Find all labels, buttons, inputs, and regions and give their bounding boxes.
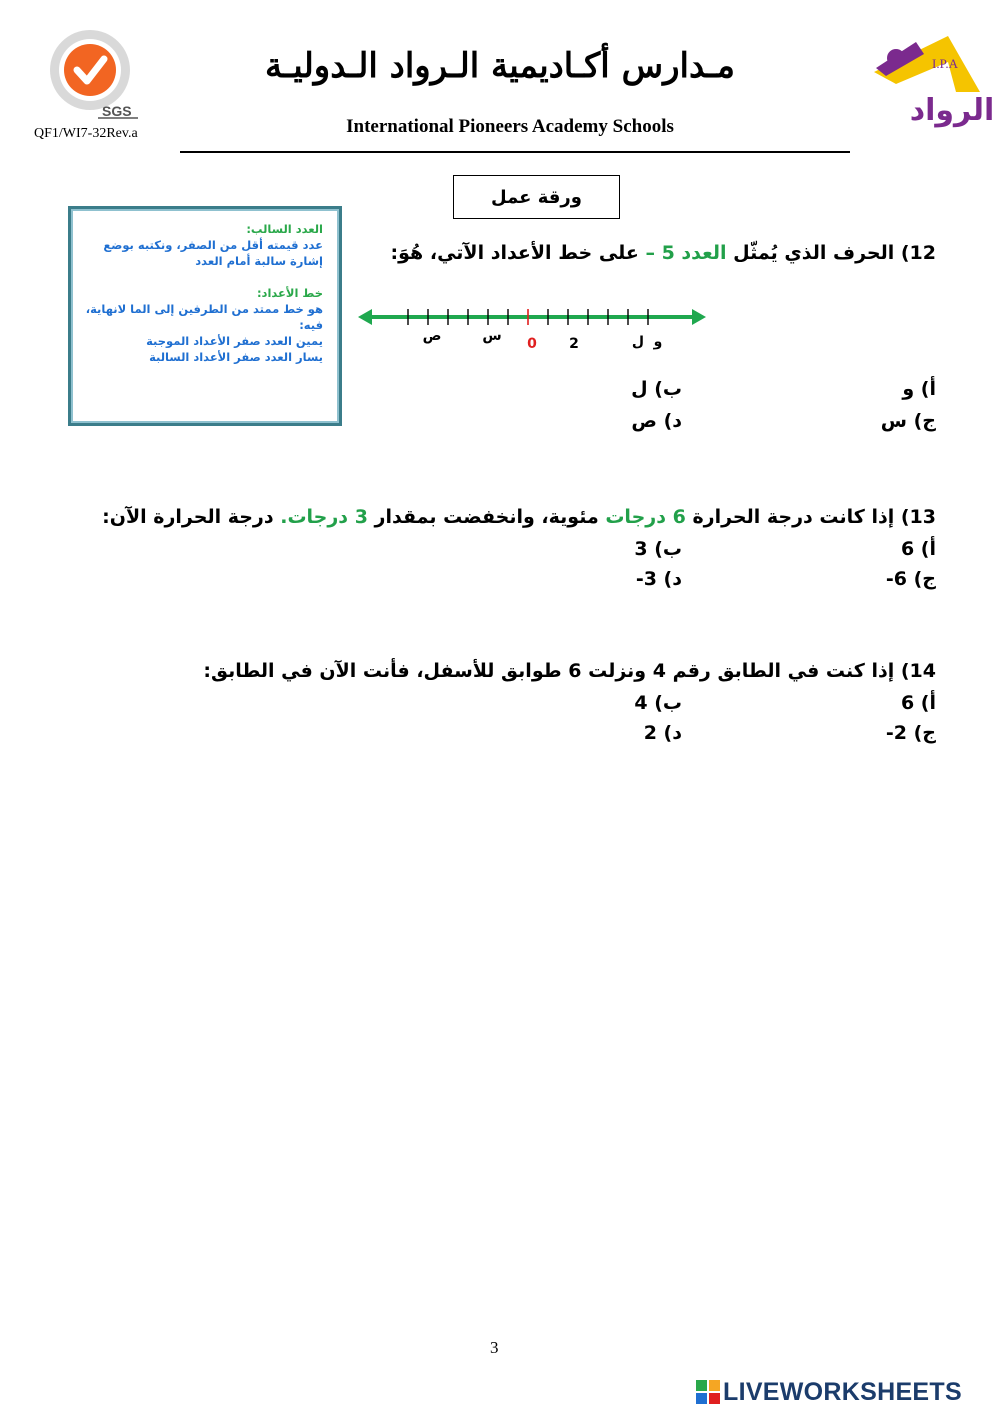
negative-number-title: العدد السالب: xyxy=(246,222,323,236)
worksheet-title: ورقة عمل xyxy=(491,186,582,208)
sgs-certification-logo xyxy=(40,28,140,120)
number-line-text-3: يمين العدد صفر الأعداد الموجبة xyxy=(146,334,323,348)
q12-option-a[interactable]: أ) و xyxy=(902,378,936,400)
number-line-text-1: هو خط ممتد من الطرفين إلى الما لانهاية، xyxy=(85,302,323,316)
question-12 xyxy=(391,242,936,264)
label-sad: ص xyxy=(422,328,442,344)
question-13-text-c: درجة الحرارة الآن: xyxy=(102,506,274,528)
label-waw: و xyxy=(653,334,663,350)
ipa-arabic-text: الرواد xyxy=(909,93,995,128)
question-13-text-a: إذا كانت درجة الحرارة xyxy=(692,506,895,528)
q12-option-b[interactable]: ب) ل xyxy=(631,378,682,400)
number-line-text-2: فيه: xyxy=(299,318,323,332)
label-seen: س xyxy=(482,328,502,344)
q13-option-b[interactable]: ب) 3 xyxy=(634,538,682,560)
q14-option-d[interactable]: د) 2 xyxy=(643,722,682,744)
question-12-text-a: الحرف الذي يُمثّل xyxy=(733,242,895,264)
ipa-school-logo xyxy=(856,32,995,140)
question-14 xyxy=(203,660,936,682)
q14-option-b[interactable]: ب) 4 xyxy=(634,692,682,714)
negative-number-text-2: إشارة سالبة أمام العدد xyxy=(195,254,323,268)
question-13-number: 13) xyxy=(900,506,936,528)
ipa-text: I.P.A xyxy=(932,56,959,71)
question-12-highlight: العدد 5 – xyxy=(645,242,727,264)
q13-option-a[interactable]: أ) 6 xyxy=(900,538,936,560)
label-two: 2 xyxy=(569,336,579,352)
header-divider xyxy=(180,151,850,153)
sgs-text: SGS xyxy=(102,103,132,119)
q12-option-d[interactable]: د) ص xyxy=(631,410,682,432)
question-13 xyxy=(102,506,936,528)
q13-option-c[interactable]: ج) 6- xyxy=(885,568,936,590)
question-13-highlight-1: 6 درجات xyxy=(605,506,686,528)
liveworksheets-brand[interactable] xyxy=(696,1378,992,1406)
question-13-text-b: مئوية، وانخفضت بمقدار xyxy=(374,506,599,528)
number-line-text-4: يسار العدد صفر الأعداد السالبة xyxy=(149,350,323,364)
q14-option-c[interactable]: ج) 2- xyxy=(885,722,936,744)
q14-option-a[interactable]: أ) 6 xyxy=(900,692,936,714)
definition-box xyxy=(68,206,342,426)
liveworksheets-icon xyxy=(696,1380,720,1404)
question-12-number: 12) xyxy=(900,242,936,264)
school-title-arabic: مـدارس أكـاديمية الـرواد الـدوليـة xyxy=(265,46,735,86)
number-line xyxy=(356,300,708,360)
worksheet-title-box xyxy=(453,175,620,219)
question-14-text: إذا كنت في الطابق رقم 4 ونزلت 6 طوابق للأسفل، فأنت الآن في الطابق: xyxy=(203,660,895,682)
question-13-highlight-2: 3 درجات. xyxy=(280,506,368,528)
liveworksheets-text: LIVEWORKSHEETS xyxy=(723,1377,962,1406)
school-title-english: International Pioneers Academy Schools xyxy=(346,116,674,137)
question-14-number: 14) xyxy=(900,660,936,682)
label-zero: 0 xyxy=(527,336,537,352)
label-lam: ل xyxy=(631,334,645,350)
page-number: 3 xyxy=(490,1338,499,1357)
number-line-title: خط الأعداد: xyxy=(256,286,323,300)
q13-option-d[interactable]: د) 3- xyxy=(635,568,682,590)
q12-option-c[interactable]: ج) س xyxy=(880,410,936,432)
negative-number-text-1: عدد قيمته أقل من الصفر، ونكتبه بوضع xyxy=(103,238,323,252)
question-12-text-b: على خط الأعداد الآتي، هُوَ: xyxy=(390,242,639,264)
document-code: QF1/WI7-32Rev.a xyxy=(34,126,138,141)
